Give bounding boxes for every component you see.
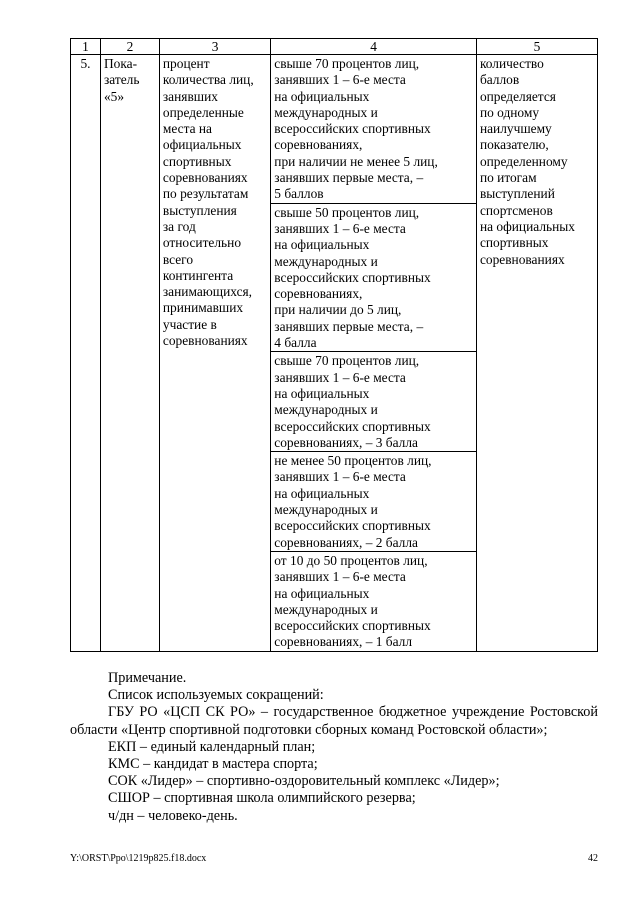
header-cell-1: 1 bbox=[71, 39, 101, 55]
abbreviation-item: ЕКП – единый календарный план; bbox=[108, 738, 316, 755]
page-number: 42 bbox=[588, 853, 598, 864]
notes-section bbox=[70, 670, 598, 825]
file-path: Y:\ORST\Ppo\1219p825.f18.docx bbox=[70, 853, 207, 864]
abbreviation-item: КМС – кандидат в мастера спорта; bbox=[108, 756, 318, 773]
description-cell: процент количества лиц, занявших определенные места на официальных спортивных соревнованиях по результатам выступления за год относительно всего контингента занимающихся, принимавших участие в соревнованиях bbox=[159, 55, 270, 652]
criteria-cell-5-points: свыше 70 процентов лиц, занявших 1 – 6-е места на официальных международных и всероссийских спортивных соревнованиях, при наличии не менее 5 лиц, занявших первые места, – 5 баллов bbox=[271, 55, 477, 204]
notes-title: Примечание. bbox=[108, 670, 187, 686]
abbreviation-item: ч/дн – человеко-день. bbox=[108, 807, 238, 824]
table-header-row bbox=[71, 39, 598, 55]
criteria-cell-2-points: не менее 50 процентов лиц, занявших 1 – 6-е места на официальных международных и всероссийских спортивных соревнованиях, – 2 балла bbox=[271, 452, 477, 552]
row-number-cell: 5. bbox=[71, 55, 101, 652]
criteria-table bbox=[70, 38, 598, 652]
abbreviation-item: СОК «Лидер» – спортивно-оздоровительный комплекс «Лидер»; bbox=[108, 773, 500, 790]
abbreviation-item: ГБУ РО «ЦСП СК РО» – государственное бюджетное учреждение Ростовской области «Центр спортивной подготовки сборных команд Ростовской области»; bbox=[70, 704, 598, 738]
abbreviations-heading: Список используемых сокращений: bbox=[108, 687, 324, 704]
abbreviation-item: СШОР – спортивная школа олимпийского резерва; bbox=[108, 790, 416, 807]
criteria-cell-4-points: свыше 50 процентов лиц, занявших 1 – 6-е места на официальных международных и всероссийских спортивных соревнованиях, при наличии до 5 лиц, занявших первые места, – 4 балла bbox=[271, 203, 477, 352]
scoring-cell: количество баллов определяется по одному наилучшему показателю, определенному по итогам выступлений спортсменов на официальных спортивных соревнованиях bbox=[476, 55, 597, 652]
header-cell-2: 2 bbox=[100, 39, 159, 55]
header-cell-3: 3 bbox=[159, 39, 270, 55]
criteria-cell-3-points: свыше 70 процентов лиц, занявших 1 – 6-е места на официальных международных и всероссийских спортивных соревнованиях, – 3 балла bbox=[271, 352, 477, 452]
header-cell-4: 4 bbox=[271, 39, 477, 55]
table-row bbox=[71, 55, 598, 204]
header-cell-5: 5 bbox=[476, 39, 597, 55]
indicator-cell: Пока- затель «5» bbox=[100, 55, 159, 652]
criteria-cell-1-point: от 10 до 50 процентов лиц, занявших 1 – 6-е места на официальных международных и всероссийских спортивных соревнованиях, – 1 балл bbox=[271, 551, 477, 651]
